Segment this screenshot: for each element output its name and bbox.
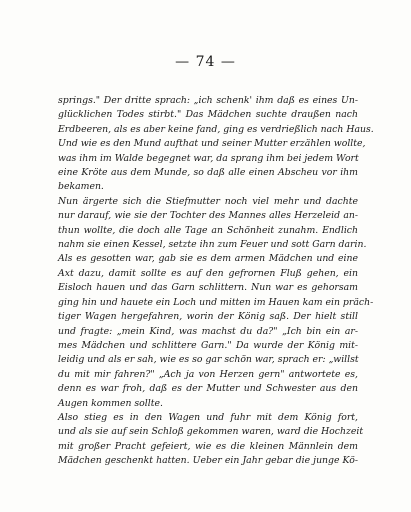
text-line: Als es gesotten war, gab sie es dem armen Mädchen und eine xyxy=(58,253,358,265)
text-line: glücklichen Todes stirbt." Das Mädchen suchte draußen nach xyxy=(58,109,358,121)
text-line: nahm sie einen Kessel, setzte ihn zum Feuer und sott Garn darin. xyxy=(58,239,367,251)
text-line: ging hin und hauete ein Loch und mitten im Hauen kam ein präch- xyxy=(58,296,374,308)
text-line: eine Kröte aus dem Munde, so daß alle einen Abscheu vor ihm xyxy=(58,167,358,179)
text-line: springs." Der dritte sprach: „ich schenk' ihm daß es eines Un- xyxy=(58,95,358,106)
text-line: und fragte: „mein Kind, was machst du da?" „Ich bin ein ar- xyxy=(58,325,358,337)
page-number: — 74 — xyxy=(175,54,236,70)
text-line: Eisloch hauen und das Garn schlittern. Nun war es gehorsam xyxy=(58,282,358,294)
text-line: mit großer Pracht gefeiert, wie es die kleinen Männlein dem xyxy=(58,440,358,452)
text-line: was ihm im Walde begegnet war, da sprang ihm bei jedem Wort xyxy=(58,152,359,164)
text-line: Axt dazu, damit sollte es auf den gefrornen Fluß gehen, ein xyxy=(58,267,358,279)
text-line: Also stieg es in den Wagen und fuhr mit dem König fort, xyxy=(58,411,358,423)
text-line: Erdbeeren, als es aber keine fand, ging es verdrießlich nach Haus. xyxy=(58,123,374,135)
text-line: Mädchen geschenkt hatten. Ueber ein Jahr gebar die junge Kö- xyxy=(58,455,358,467)
text-line: tiger Wagen hergefahren, worin der König saß. Der hielt still xyxy=(58,311,358,323)
text-line: denn es war froh, daß es der Mutter und Schwester aus den xyxy=(58,383,358,395)
text-line: nur darauf, wie sie der Tochter des Mannes alles Herzeleid an- xyxy=(58,210,358,222)
text-line: Augen kommen sollte. xyxy=(58,397,163,409)
text-line: und als sie auf sein Schloß gekommen waren, ward die Hochzeit xyxy=(58,426,364,438)
body-text xyxy=(58,94,374,469)
text-line: du mit mir fahren?" „Ach ja von Herzen gern" antwortete es, xyxy=(58,368,358,380)
text-line: Und wie es den Mund aufthat und seiner Mutter erzählen wollte, xyxy=(58,138,366,150)
text-line: mes Mädchen und schlittere Garn." Da wurde der König mit- xyxy=(58,339,358,351)
text-line: Nun ärgerte sich die Stiefmutter noch viel mehr und dachte xyxy=(58,195,358,207)
text-line: thun wollte, die doch alle Tage an Schönheit zunahm. Endlich xyxy=(58,224,358,236)
text-line: bekamen. xyxy=(58,181,104,193)
text-line: leidig und als er sah, wie es so gar schön war, sprach er: „willst xyxy=(58,354,359,366)
